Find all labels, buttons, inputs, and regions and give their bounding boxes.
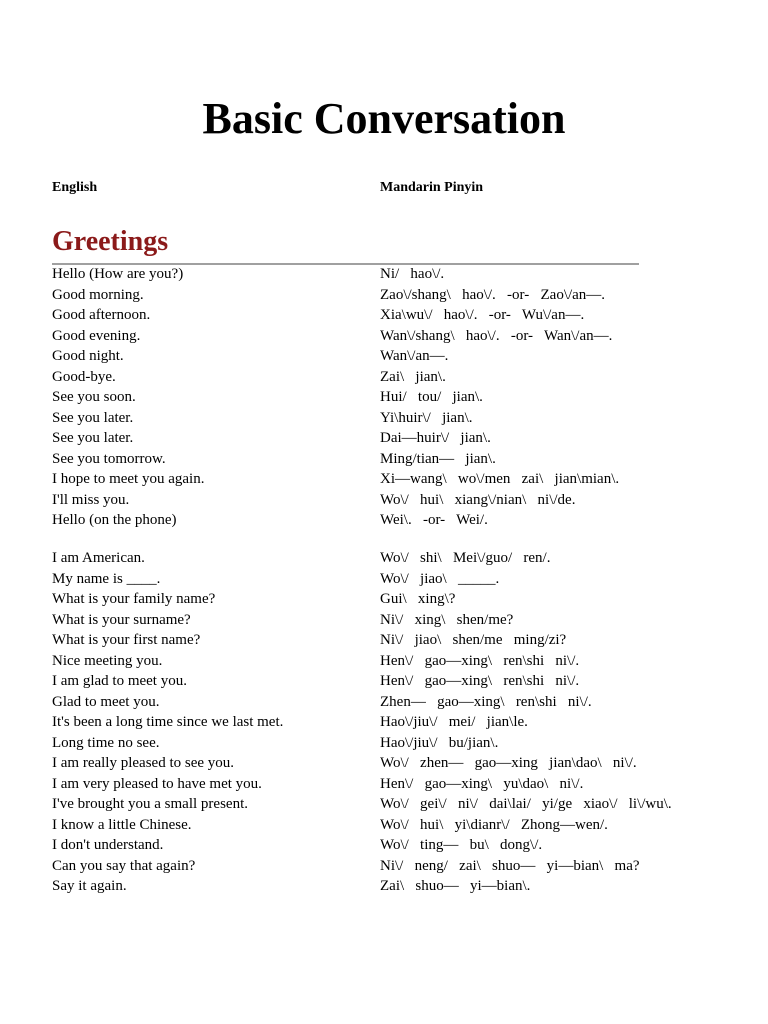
pinyin-phrase: Dai—huir\/ jian\. (380, 430, 491, 446)
phrase-row (0, 733, 768, 754)
pinyin-phrase: Xi—wang\ wo\/men zai\ jian\mian\. (380, 471, 620, 487)
pinyin-phrase: Wo\/ hui\ xiang\/nian\ ni\/de. (380, 491, 576, 508)
pinyin-phrase: Wo\/ gei\/ ni\/ dai\lai/ yi/ge xiao\/ li\/wu\. (380, 796, 672, 812)
english-phrase: My name is ____. (52, 570, 161, 587)
pinyin-phrase: Ming/tian— jian\. (380, 450, 496, 467)
pinyin-phrase: Ni\/ neng/ zai\ shuo— yi—bian\ ma? (380, 857, 640, 874)
phrase-row (0, 610, 768, 631)
english-phrase: It's been a long time since we last met. (52, 714, 284, 730)
phrase-row (0, 428, 768, 449)
pinyin-phrase: Hen\/ gao—xing\ ren\shi ni\/. (380, 652, 580, 669)
phrase-row (0, 876, 768, 897)
column-header-pinyin: Mandarin Pinyin (380, 180, 484, 195)
english-phrase: I am very pleased to have met you. (52, 775, 262, 792)
page-title: Basic Conversation (202, 94, 566, 143)
pinyin-phrase: Zao\/shang\ hao\/. -or- Zao\/an—. (380, 286, 606, 303)
english-phrase: See you later. (52, 430, 134, 446)
pinyin-phrase: Wo\/ hui\ yi\dianr\/ Zhong—wen/. (380, 816, 608, 833)
pinyin-phrase: Hao\/jiu\/ mei/ jian\le. (380, 714, 528, 730)
pinyin-phrase: Wan\/an—. (380, 348, 449, 364)
column-header-english: English (52, 180, 98, 195)
english-phrase: See you later. (52, 409, 134, 426)
english-phrase: See you soon. (52, 389, 136, 405)
phrase-list-greetings (0, 264, 768, 531)
phrase-row (0, 856, 768, 877)
phrase-row (0, 712, 768, 733)
phrase-row (0, 794, 768, 815)
english-phrase: Good-bye. (52, 368, 116, 385)
phrase-row (0, 285, 768, 306)
pinyin-phrase: Xia\wu\/ hao\/. -or- Wu\/an—. (380, 307, 585, 323)
english-phrase: I don't understand. (52, 837, 164, 853)
english-phrase: I know a little Chinese. (52, 816, 192, 833)
phrase-row (0, 651, 768, 672)
phrase-row (0, 264, 768, 285)
english-phrase: I'll miss you. (52, 491, 130, 508)
phrase-row (0, 449, 768, 470)
phrase-row (0, 346, 768, 367)
english-phrase: I've brought you a small present. (52, 796, 248, 812)
english-phrase: See you tomorrow. (52, 450, 166, 467)
phrase-row (0, 692, 768, 713)
phrase-row (0, 753, 768, 774)
english-phrase: Nice meeting you. (52, 652, 163, 669)
pinyin-phrase: Wo\/ shi\ Mei\/guo/ ren/. (380, 550, 551, 566)
english-phrase: I am American. (52, 550, 145, 566)
english-phrase: What is your surname? (52, 611, 191, 628)
pinyin-phrase: Hen\/ gao—xing\ ren\shi ni\/. (380, 673, 580, 689)
english-phrase: Can you say that again? (52, 857, 196, 874)
pinyin-phrase: Ni/ hao\/. (380, 266, 445, 282)
phrase-row (0, 835, 768, 856)
english-phrase: Good night. (52, 348, 124, 364)
phrase-row (0, 367, 768, 388)
english-phrase: Say it again. (52, 878, 127, 894)
phrase-row (0, 671, 768, 692)
pinyin-phrase: Zai\ jian\. (380, 368, 446, 385)
english-phrase: What is your family name? (52, 591, 216, 607)
phrase-row (0, 305, 768, 326)
english-phrase: Long time no see. (52, 734, 160, 751)
pinyin-phrase: Wei\. -or- Wei/. (380, 512, 488, 528)
pinyin-phrase: Gui\ xing\? (380, 591, 456, 607)
pinyin-phrase: Hen\/ gao—xing\ yu\dao\ ni\/. (380, 775, 584, 792)
column-headers (0, 180, 768, 200)
phrase-row (0, 408, 768, 429)
phrase-row (0, 815, 768, 836)
phrase-row (0, 569, 768, 590)
pinyin-phrase: Wan\/shang\ hao\/. -or- Wan\/an—. (380, 327, 613, 344)
english-phrase: Good evening. (52, 327, 141, 344)
pinyin-phrase: Zai\ shuo— yi—bian\. (380, 878, 531, 894)
phrase-row (0, 387, 768, 408)
phrase-row (0, 510, 768, 531)
english-phrase: I am glad to meet you. (52, 673, 187, 689)
pinyin-phrase: Hao\/jiu\/ bu/jian\. (380, 734, 499, 751)
phrase-row (0, 548, 768, 569)
english-phrase: What is your first name? (52, 632, 201, 648)
phrase-row (0, 469, 768, 490)
english-phrase: I am really pleased to see you. (52, 755, 235, 771)
pinyin-phrase: Hui/ tou/ jian\. (380, 389, 483, 405)
phrase-row (0, 326, 768, 347)
english-phrase: Good morning. (52, 286, 144, 303)
phrase-row (0, 589, 768, 610)
phrase-row (0, 630, 768, 651)
pinyin-phrase: Wo\/ zhen— gao—xing jian\dao\ ni\/. (380, 755, 637, 771)
pinyin-phrase: Zhen— gao—xing\ ren\shi ni\/. (380, 693, 592, 710)
english-phrase: Hello (on the phone) (52, 512, 177, 528)
phrase-row (0, 774, 768, 795)
pinyin-phrase: Yi\huir\/ jian\. (380, 409, 473, 426)
phrase-list-introductions (0, 548, 768, 897)
pinyin-phrase: Wo\/ ting— bu\ dong\/. (380, 837, 543, 853)
pinyin-phrase: Wo\/ jiao\ _____. (380, 570, 500, 587)
english-phrase: I hope to meet you again. (52, 471, 205, 487)
english-phrase: Hello (How are you?) (52, 266, 184, 282)
pinyin-phrase: Ni\/ jiao\ shen/me ming/zi? (380, 632, 567, 648)
english-phrase: Glad to meet you. (52, 693, 160, 710)
phrase-row (0, 490, 768, 511)
english-phrase: Good afternoon. (52, 307, 151, 323)
pinyin-phrase: Ni\/ xing\ shen/me? (380, 611, 514, 628)
section-title-greetings: Greetings (52, 226, 169, 257)
